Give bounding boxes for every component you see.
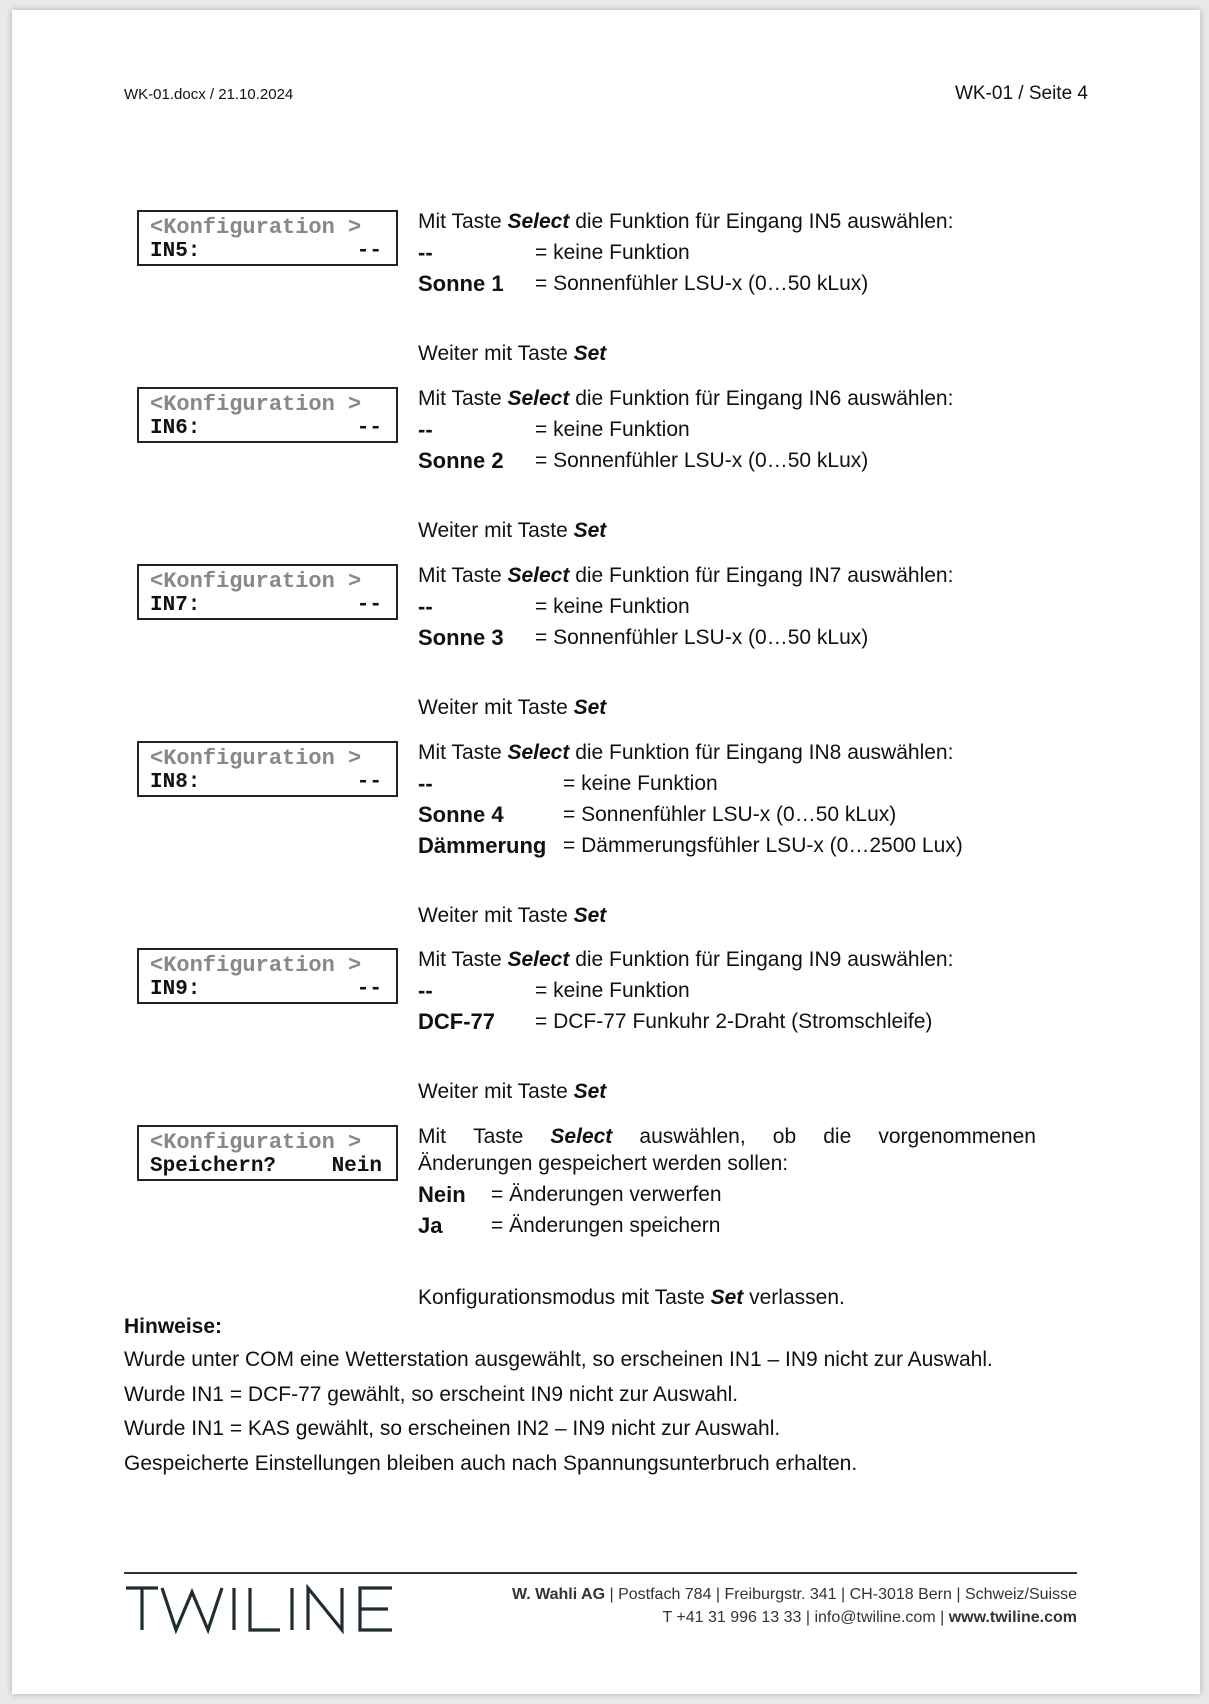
key-set: Set [710,1286,744,1309]
key-set: Set [573,904,607,927]
key-set: Set [573,342,607,365]
option-row: Dämmerung = Dämmerungsfühler LSU-x (0…2500 Lux) [418,833,963,858]
intro-line: Mit Taste Select die Funktion für Eingang IN5 auswählen: [418,210,954,233]
key-select: Select [507,564,570,587]
lcd-line2-value: -- [356,594,382,617]
lcd-line2-label: IN7: [150,594,201,617]
key-select: Select [507,741,570,764]
note-line: Wurde unter COM eine Wetterstation ausgewählt, so erscheinen IN1 – IN9 nicht zur Auswahl. [124,1348,993,1371]
option-row: Sonne 2 = Sonnenfühler LSU-x (0…50 kLux) [418,448,869,473]
continue-line: Weiter mit Taste Set [418,1080,607,1103]
section-in8-text [418,737,963,861]
section-save-text [418,1121,1036,1241]
lcd-line1: <Konfiguration > [150,569,362,594]
lcd-line1: <Konfiguration > [150,215,362,240]
option-row: Nein = Änderungen verwerfen [418,1182,722,1207]
lcd-display-in7 [137,564,398,620]
lcd-line1: <Konfiguration > [150,1130,362,1155]
notes-section [124,1311,993,1481]
lcd-display-in8 [137,741,398,797]
lcd-line2-label: IN9: [150,978,201,1001]
option-row: Sonne 4 = Sonnenfühler LSU-x (0…50 kLux) [418,802,897,827]
key-set: Set [573,1080,607,1103]
website-link[interactable]: www.twiline.com [948,1609,1077,1626]
option-row: DCF-77 = DCF-77 Funkuhr 2-Draht (Stromschleife) [418,1009,933,1034]
exit-config-line: Konfigurationsmodus mit Taste Set verlassen. [418,1286,845,1309]
lcd-display-in5 [137,210,398,266]
key-select: Select [507,948,570,971]
continue-line: Weiter mit Taste Set [418,696,607,719]
footer-address: W. Wahli AG | Postfach 784 | Freiburgstr. 341 | CH-3018 Bern | Schweiz/Suisse [512,1586,1077,1603]
lcd-line2-value: -- [356,771,382,794]
lcd-display-save [137,1125,398,1181]
lcd-line2-value: -- [356,240,382,263]
option-row: Sonne 3 = Sonnenfühler LSU-x (0…50 kLux) [418,625,869,650]
lcd-line1: <Konfiguration > [150,953,362,978]
intro-line: Mit Taste Select auswählen, ob die vorgenommenen [418,1125,1036,1148]
lcd-line2-value: Nein [331,1155,382,1178]
section-in9-text [418,944,953,1037]
lcd-line1: <Konfiguration > [150,392,362,417]
note-line: Wurde IN1 = DCF-77 gewählt, so erscheint IN9 nicht zur Auswahl. [124,1382,739,1406]
company-name: W. Wahli AG [512,1586,606,1603]
lcd-line2-value: -- [356,978,382,1001]
option-row: -- = keine Funktion [418,594,690,619]
lcd-display-in9 [137,948,398,1004]
key-select: Select [507,210,570,233]
lcd-line2-label: Speichern? [150,1155,277,1178]
intro-line: Mit Taste Select die Funktion für Eingang IN9 auswählen: [418,948,954,971]
option-row: -- = keine Funktion [418,240,690,265]
continue-line: Weiter mit Taste Set [418,342,607,365]
note-line: Wurde IN1 = KAS gewählt, so erscheinen IN2 – IN9 nicht zur Auswahl. [124,1417,781,1440]
option-row: -- = keine Funktion [418,771,718,796]
header-page-number: WK-01 / Seite 4 [954,83,1088,104]
section-in6-text [418,383,953,476]
intro-line: Mit Taste Select die Funktion für Eingang IN8 auswählen: [418,741,954,764]
continue-line: Weiter mit Taste Set [418,904,607,927]
option-row: -- = keine Funktion [418,417,690,442]
lcd-line1: <Konfiguration > [150,746,362,771]
section-in7-text [418,560,953,653]
lcd-line2-label: IN6: [150,417,201,440]
option-row: Sonne 1 = Sonnenfühler LSU-x (0…50 kLux) [418,271,869,296]
lcd-line2-label: IN5: [150,240,201,263]
continue-line: Weiter mit Taste Set [418,519,607,542]
option-row: Ja = Änderungen speichern [418,1213,721,1238]
header-filename: WK-01.docx / 21.10.2024 [124,86,294,103]
intro-line: Mit Taste Select die Funktion für Eingang IN6 auswählen: [418,387,954,410]
note-line: Gespeicherte Einstellungen bleiben auch nach Spannungsunterbruch erhalten. [124,1451,858,1475]
key-set: Set [573,519,607,542]
document-page [12,10,1200,1694]
key-select: Select [550,1125,613,1148]
lcd-line2-label: IN8: [150,771,201,794]
intro-line-2: Änderungen gespeichert werden sollen: [418,1152,789,1175]
option-row: -- = keine Funktion [418,978,690,1003]
intro-line: Mit Taste Select die Funktion für Eingang IN7 auswählen: [418,564,954,587]
section-in5-text [418,206,953,299]
twiline-logo-icon [124,1583,414,1635]
twiline-logo [124,1583,414,1640]
lcd-line2-value: -- [356,417,382,440]
key-select: Select [507,387,570,410]
footer-divider [124,1572,1077,1574]
footer-contact: T +41 31 996 13 33 | info@twiline.com | www.twiline.com [662,1609,1077,1626]
lcd-display-in6 [137,387,398,443]
key-set: Set [573,696,607,719]
notes-heading: Hinweise: [124,1315,223,1338]
